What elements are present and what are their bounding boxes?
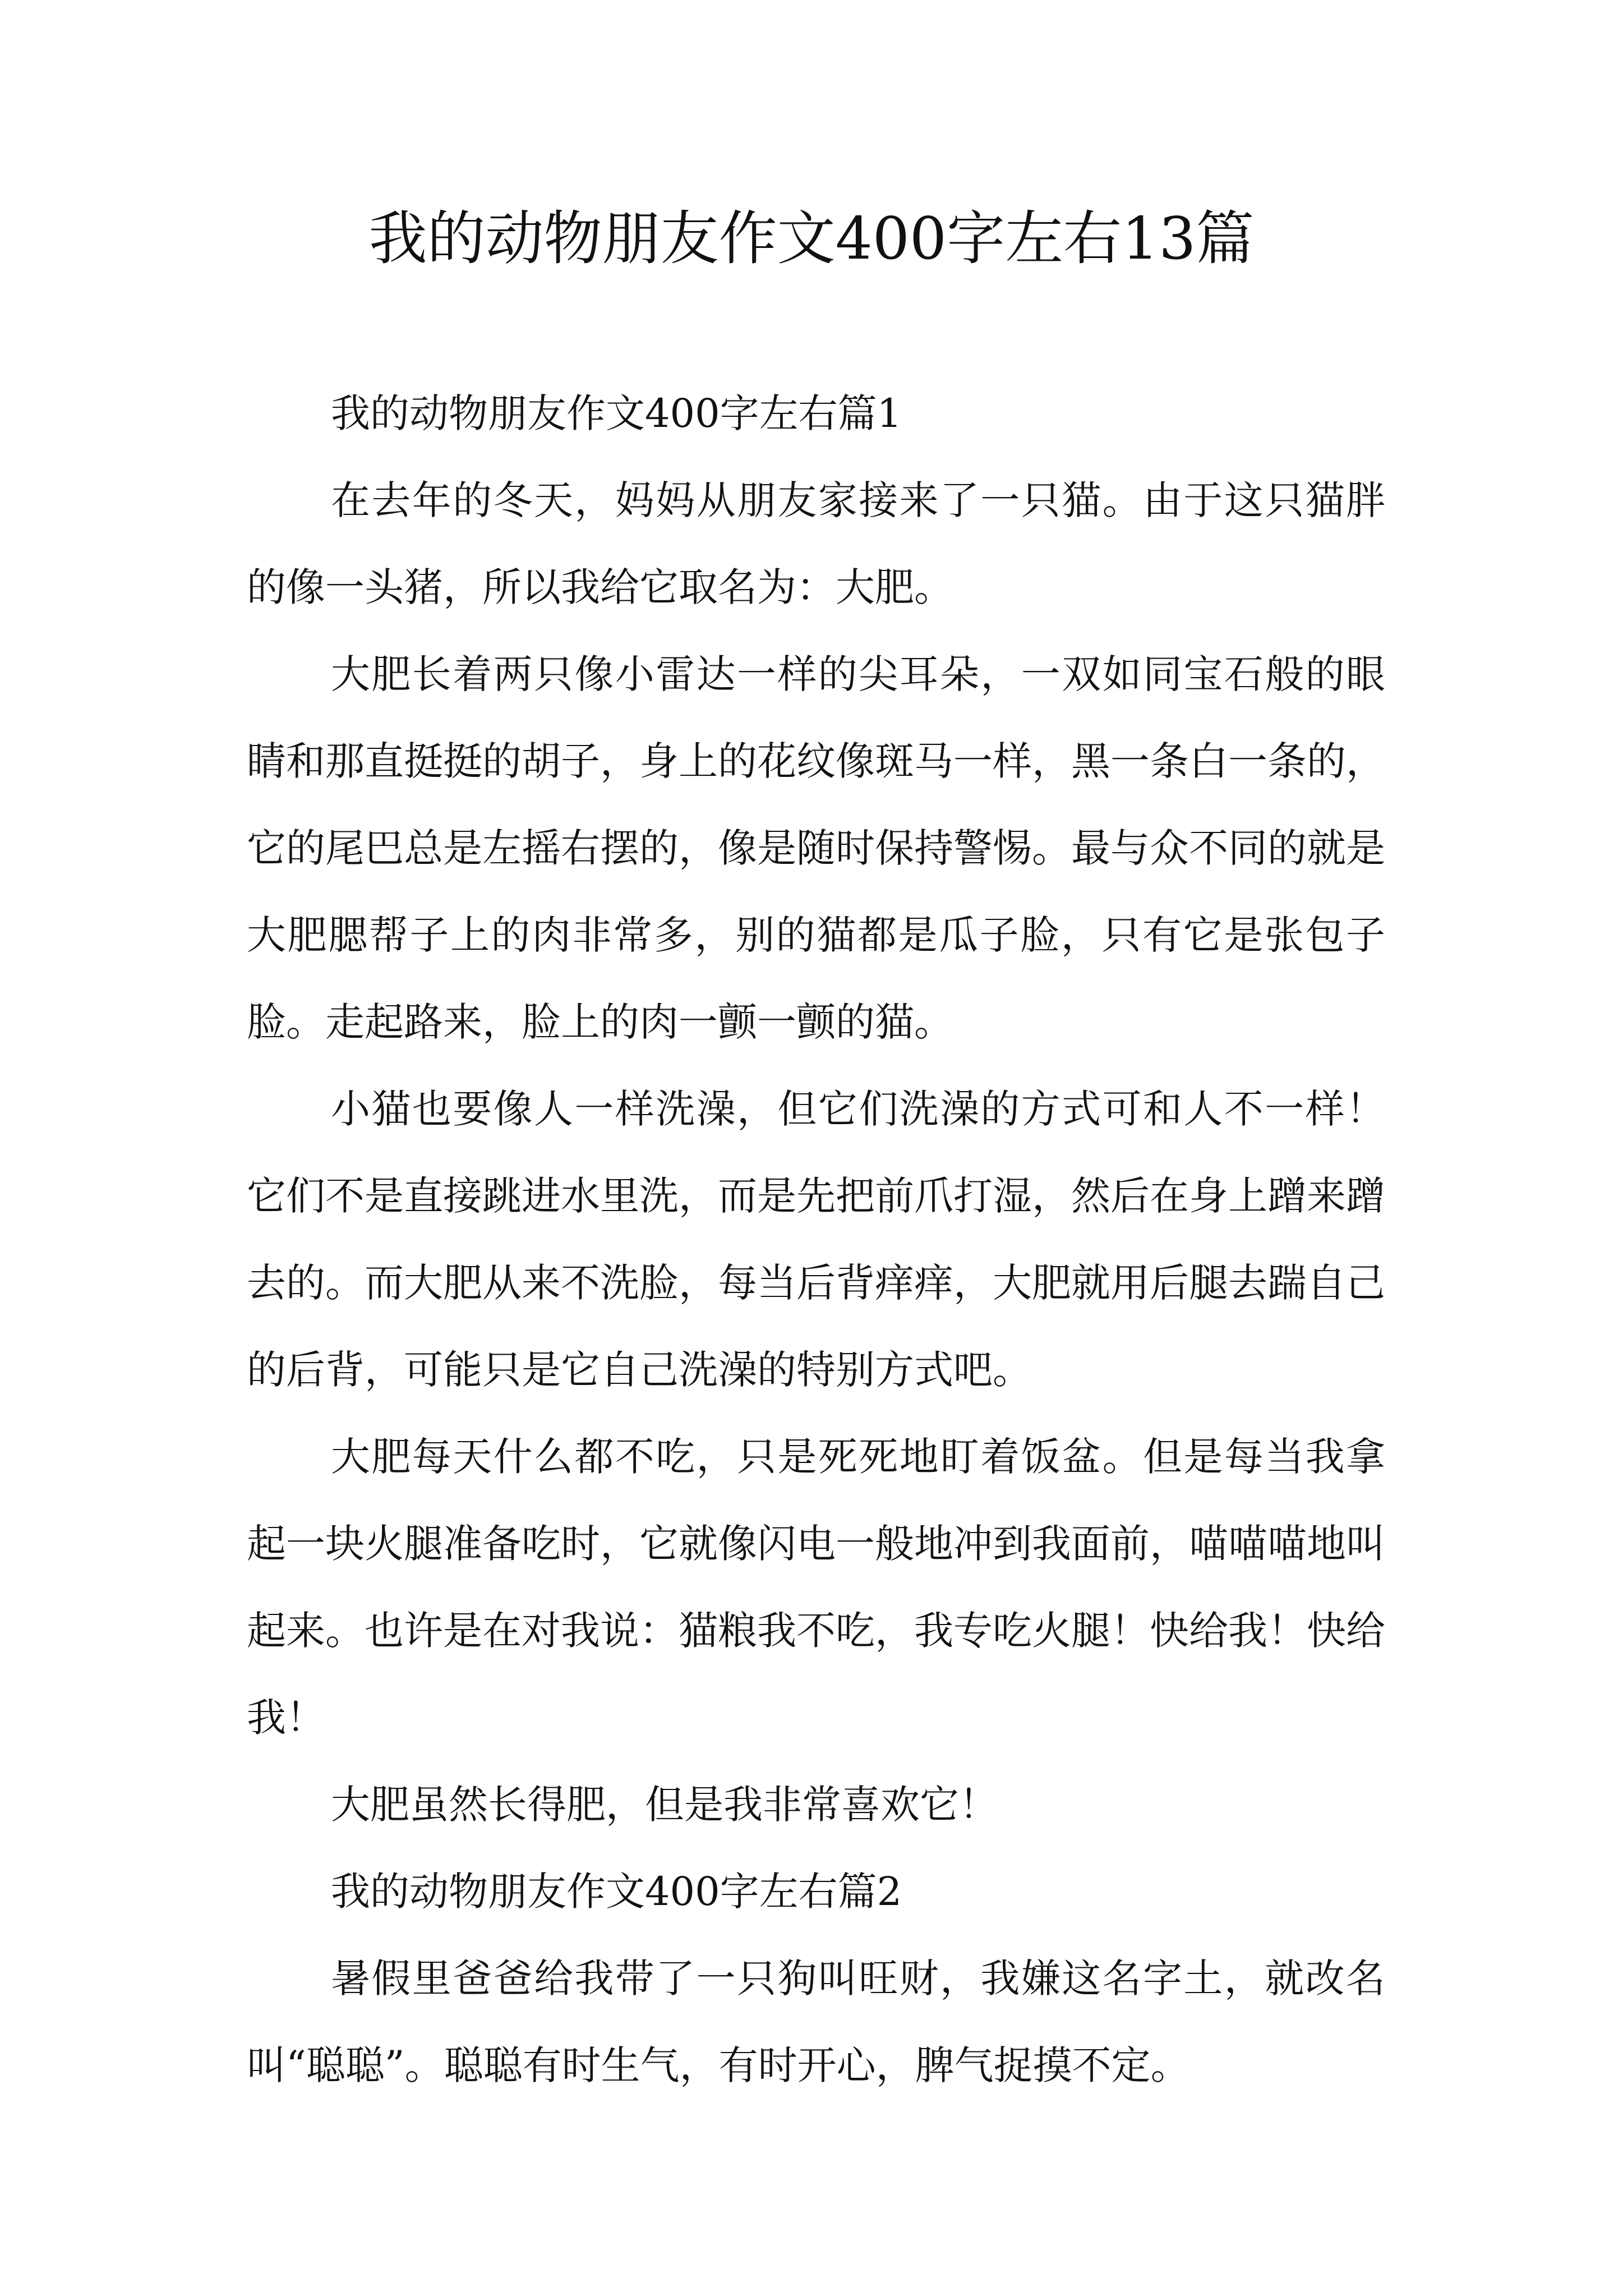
paragraph-2: 大肥长着两只像小雷达一样的尖耳朵，一双如同宝石般的眼睛和那直挺挺的胡子，身上的花纹像斑马一样，黑一条白一条的，它的尾巴总是左摇右摆的，像是随时保持警惕。最与众不同的就是大肥腮帮子上的肉非常多，别的猫都是瓜子脸，只有它是张包子脸。走起路来，脸上的肉一颤一颤的猫。 <box>247 651 1385 1045</box>
section-heading-1: 我的动物朋友作文400字左右篇1 <box>331 390 902 436</box>
paragraph-1: 在去年的冬天，妈妈从朋友家接来了一只猫。由于这只猫胖的像一头猪，所以我给它取名为：大肥。 <box>247 477 1385 610</box>
paragraph-5: 大肥虽然长得肥，但是我非常喜欢它！ <box>331 1782 998 1828</box>
paragraph-6: 暑假里爸爸给我带了一只狗叫旺财，我嫌这名字土，就改名叫“聪聪”。聪聪有时生气，有时开心，脾气捉摸不定。 <box>247 1955 1385 2088</box>
paragraph-3: 小猫也要像人一样洗澡，但它们洗澡的方式可和人不一样！它们不是直接跳进水里洗，而是先把前爪打湿，然后在身上蹭来蹭去的。而大肥从来不洗脸，每当后背痒痒，大肥就用后腿去踹自己的后背，可能只是它自己洗澡的特别方式吧。 <box>247 1086 1385 1393</box>
document-body <box>247 370 1385 2109</box>
document-title: 我的动物朋友作文400字左右13篇 <box>368 204 1255 273</box>
section-heading-2: 我的动物朋友作文400字左右篇2 <box>331 1869 902 1915</box>
paragraph-4: 大肥每天什么都不吃，只是死死地盯着饭盆。但是每当我拿起一块火腿准备吃时，它就像闪电一般地冲到我面前，喵喵喵地叫起来。也许是在对我说：猫粮我不吃，我专吃火腿！快给我！快给我！ <box>247 1434 1385 1741</box>
